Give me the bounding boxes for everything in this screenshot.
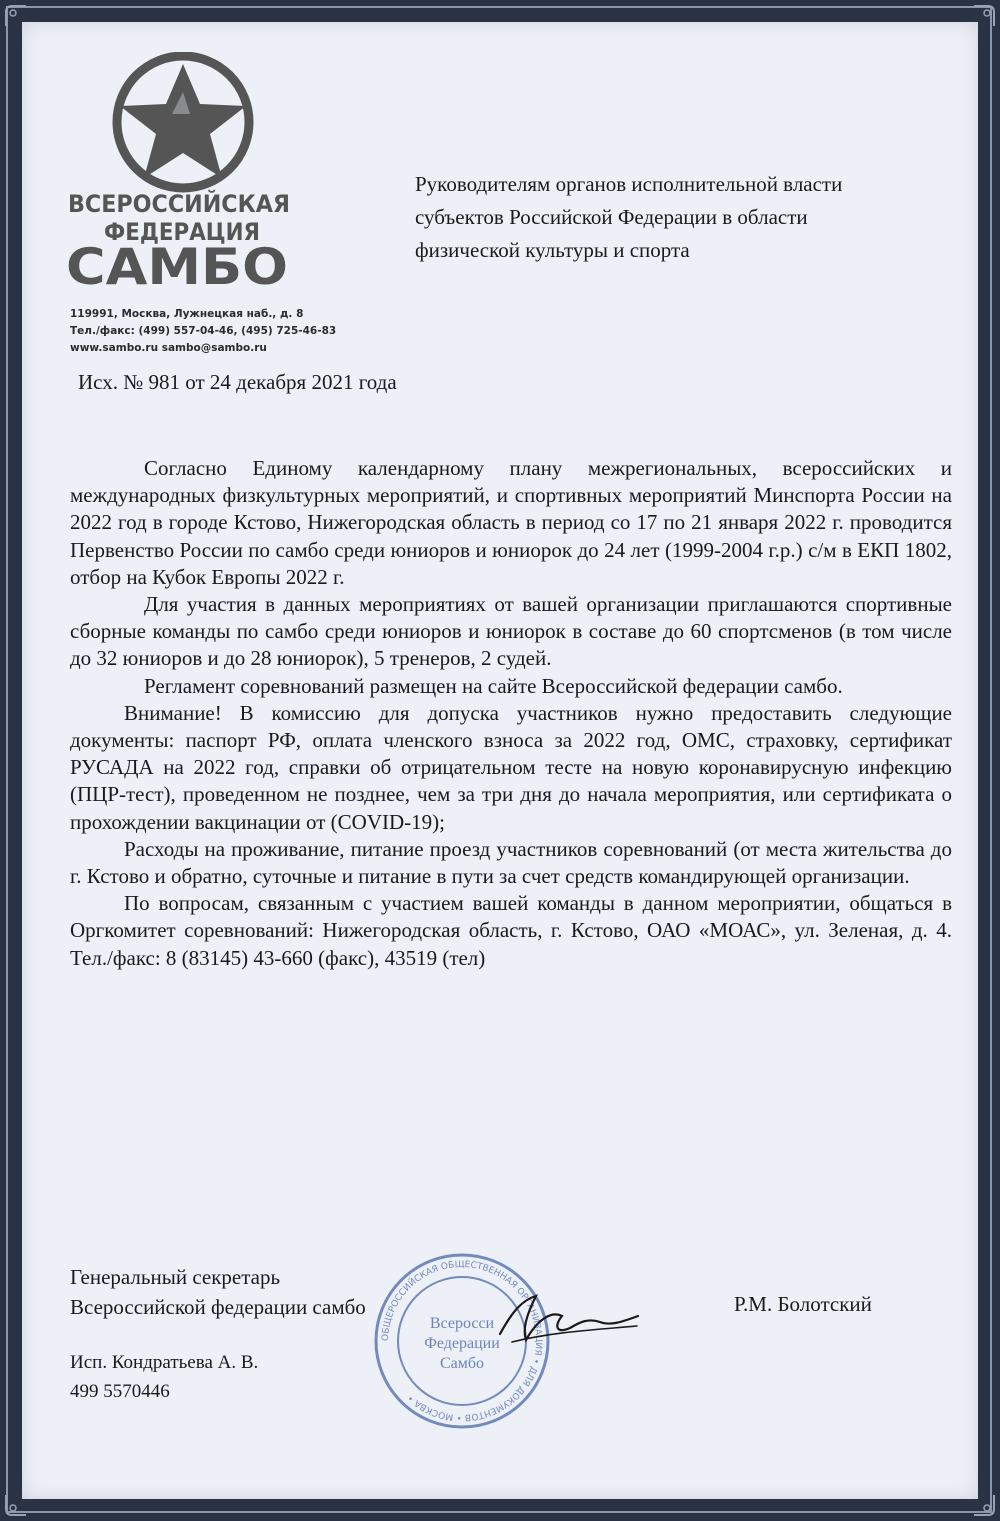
sender-address: 119991, Москва, Лужнецкая наб., д. 8 — [70, 308, 304, 320]
executor-name: Исп. Кондратьева А. В. — [70, 1352, 259, 1373]
signatory-name: Р.М. Болотский — [734, 1292, 872, 1316]
recipient-line: субъектов Российской Федерации в области — [415, 205, 808, 229]
signatory-position — [70, 1262, 366, 1322]
federation-logo — [66, 52, 306, 302]
body-paragraph: Регламент соревнований размещен на сайте Всероссийской федерации самбо. — [144, 673, 843, 698]
star-emblem-icon — [117, 56, 249, 188]
stamp-inner-line2: Федерации — [424, 1335, 500, 1352]
body-paragraph: Согласно Единому календарному плану межрегиональных, всероссийских и международных физкультурных мероприятий, и спортивных мероприятий Минспорта России на 2022 год в городе Кстово, Нижегородская область в период со 17 по 21 января 2022 г. проводится Первенство России по самбо среди юниоров и юниорок до 24 лет (1999-2004 г.р.) с/м в ЕКП 1802, отбор на Кубок Европы 2022 г. — [70, 456, 952, 589]
executor-block — [70, 1348, 258, 1406]
signatory-position-line: Всероссийской федерации самбо — [70, 1295, 366, 1319]
recipient-line: физической культуры и спорта — [415, 238, 690, 262]
executor-phone: 499 5570446 — [70, 1381, 170, 1402]
outgoing-number: Исх. № 981 от 24 декабря 2021 года — [78, 370, 397, 394]
sender-web-email[interactable]: www.sambo.ru sambo@sambo.ru — [70, 342, 267, 354]
recipient-block — [415, 168, 955, 267]
stamp-inner-line3: Самбо — [439, 1355, 485, 1372]
logo-text-line3: САМБО — [66, 238, 288, 296]
logo-text-line1: ВСЕРОССИЙСКАЯ — [68, 190, 306, 218]
body-paragraph: Для участия в данных мероприятиях от вашей организации приглашаются спортивные сборные команды по самбо среди юниоров и юниорок в составе до 60 спортсменов (в том числе до 32 юниоров и до 28 юниорок), 5 тренеров, 2 судей. — [70, 592, 952, 671]
stamp-ring-text: ОБЩЕРОССИЙСКАЯ ОБЩЕСТВЕННАЯ ОРГАНИЗАЦИЯ • ДЛЯ ДОКУМЕНТОВ • МОСКВА • — [380, 1259, 544, 1423]
recipient-line: Руководителям органов исполнительной власти — [415, 172, 843, 196]
body-paragraph: Расходы на проживание, питание проезд участников соревнований (от места жительства до г. Кстово и обратно, суточные и питание в пути за счет средств командирующей организации. — [70, 836, 952, 889]
sender-phone: Тел./факс: (499) 557-04-46, (495) 725-46-83 — [70, 325, 337, 337]
signatory-position-line: Генеральный секретарь — [70, 1265, 281, 1289]
handwritten-signature — [492, 1282, 642, 1354]
sender-address-block — [70, 306, 410, 357]
body-paragraph: Внимание! В комиссию для допуска участников нужно предоставить следующие документы: паспорт РФ, оплата членского взноса за 2022 год, ОМС, страховку, сертификат РУСАДА на 2022 год, справки об отрицательном тесте на новую коронавирусную инфекцию (ПЦР-тест), проведенном не позднее, чем за три дня до начала мероприятия, или сертификата о прохождении вакцинации от (COVID-19); — [70, 700, 952, 834]
body-paragraph: По вопросам, связанным с участием вашей команды в данном мероприятии, общаться в Оргкомитет соревнований: Нижегородская область, г. Кстово, ОАО «МОАС», ул. Зеленая, д. 4. Тел./факс: 8 (83145) 43-660 (факс), 43519 (тел) — [70, 891, 952, 970]
letter-sheet — [22, 22, 978, 1499]
letter-body — [70, 455, 952, 972]
logo-text-line2: ФЕДЕРАЦИЯ — [104, 218, 260, 246]
stamp-inner-line1: Всеросси — [429, 1315, 495, 1332]
